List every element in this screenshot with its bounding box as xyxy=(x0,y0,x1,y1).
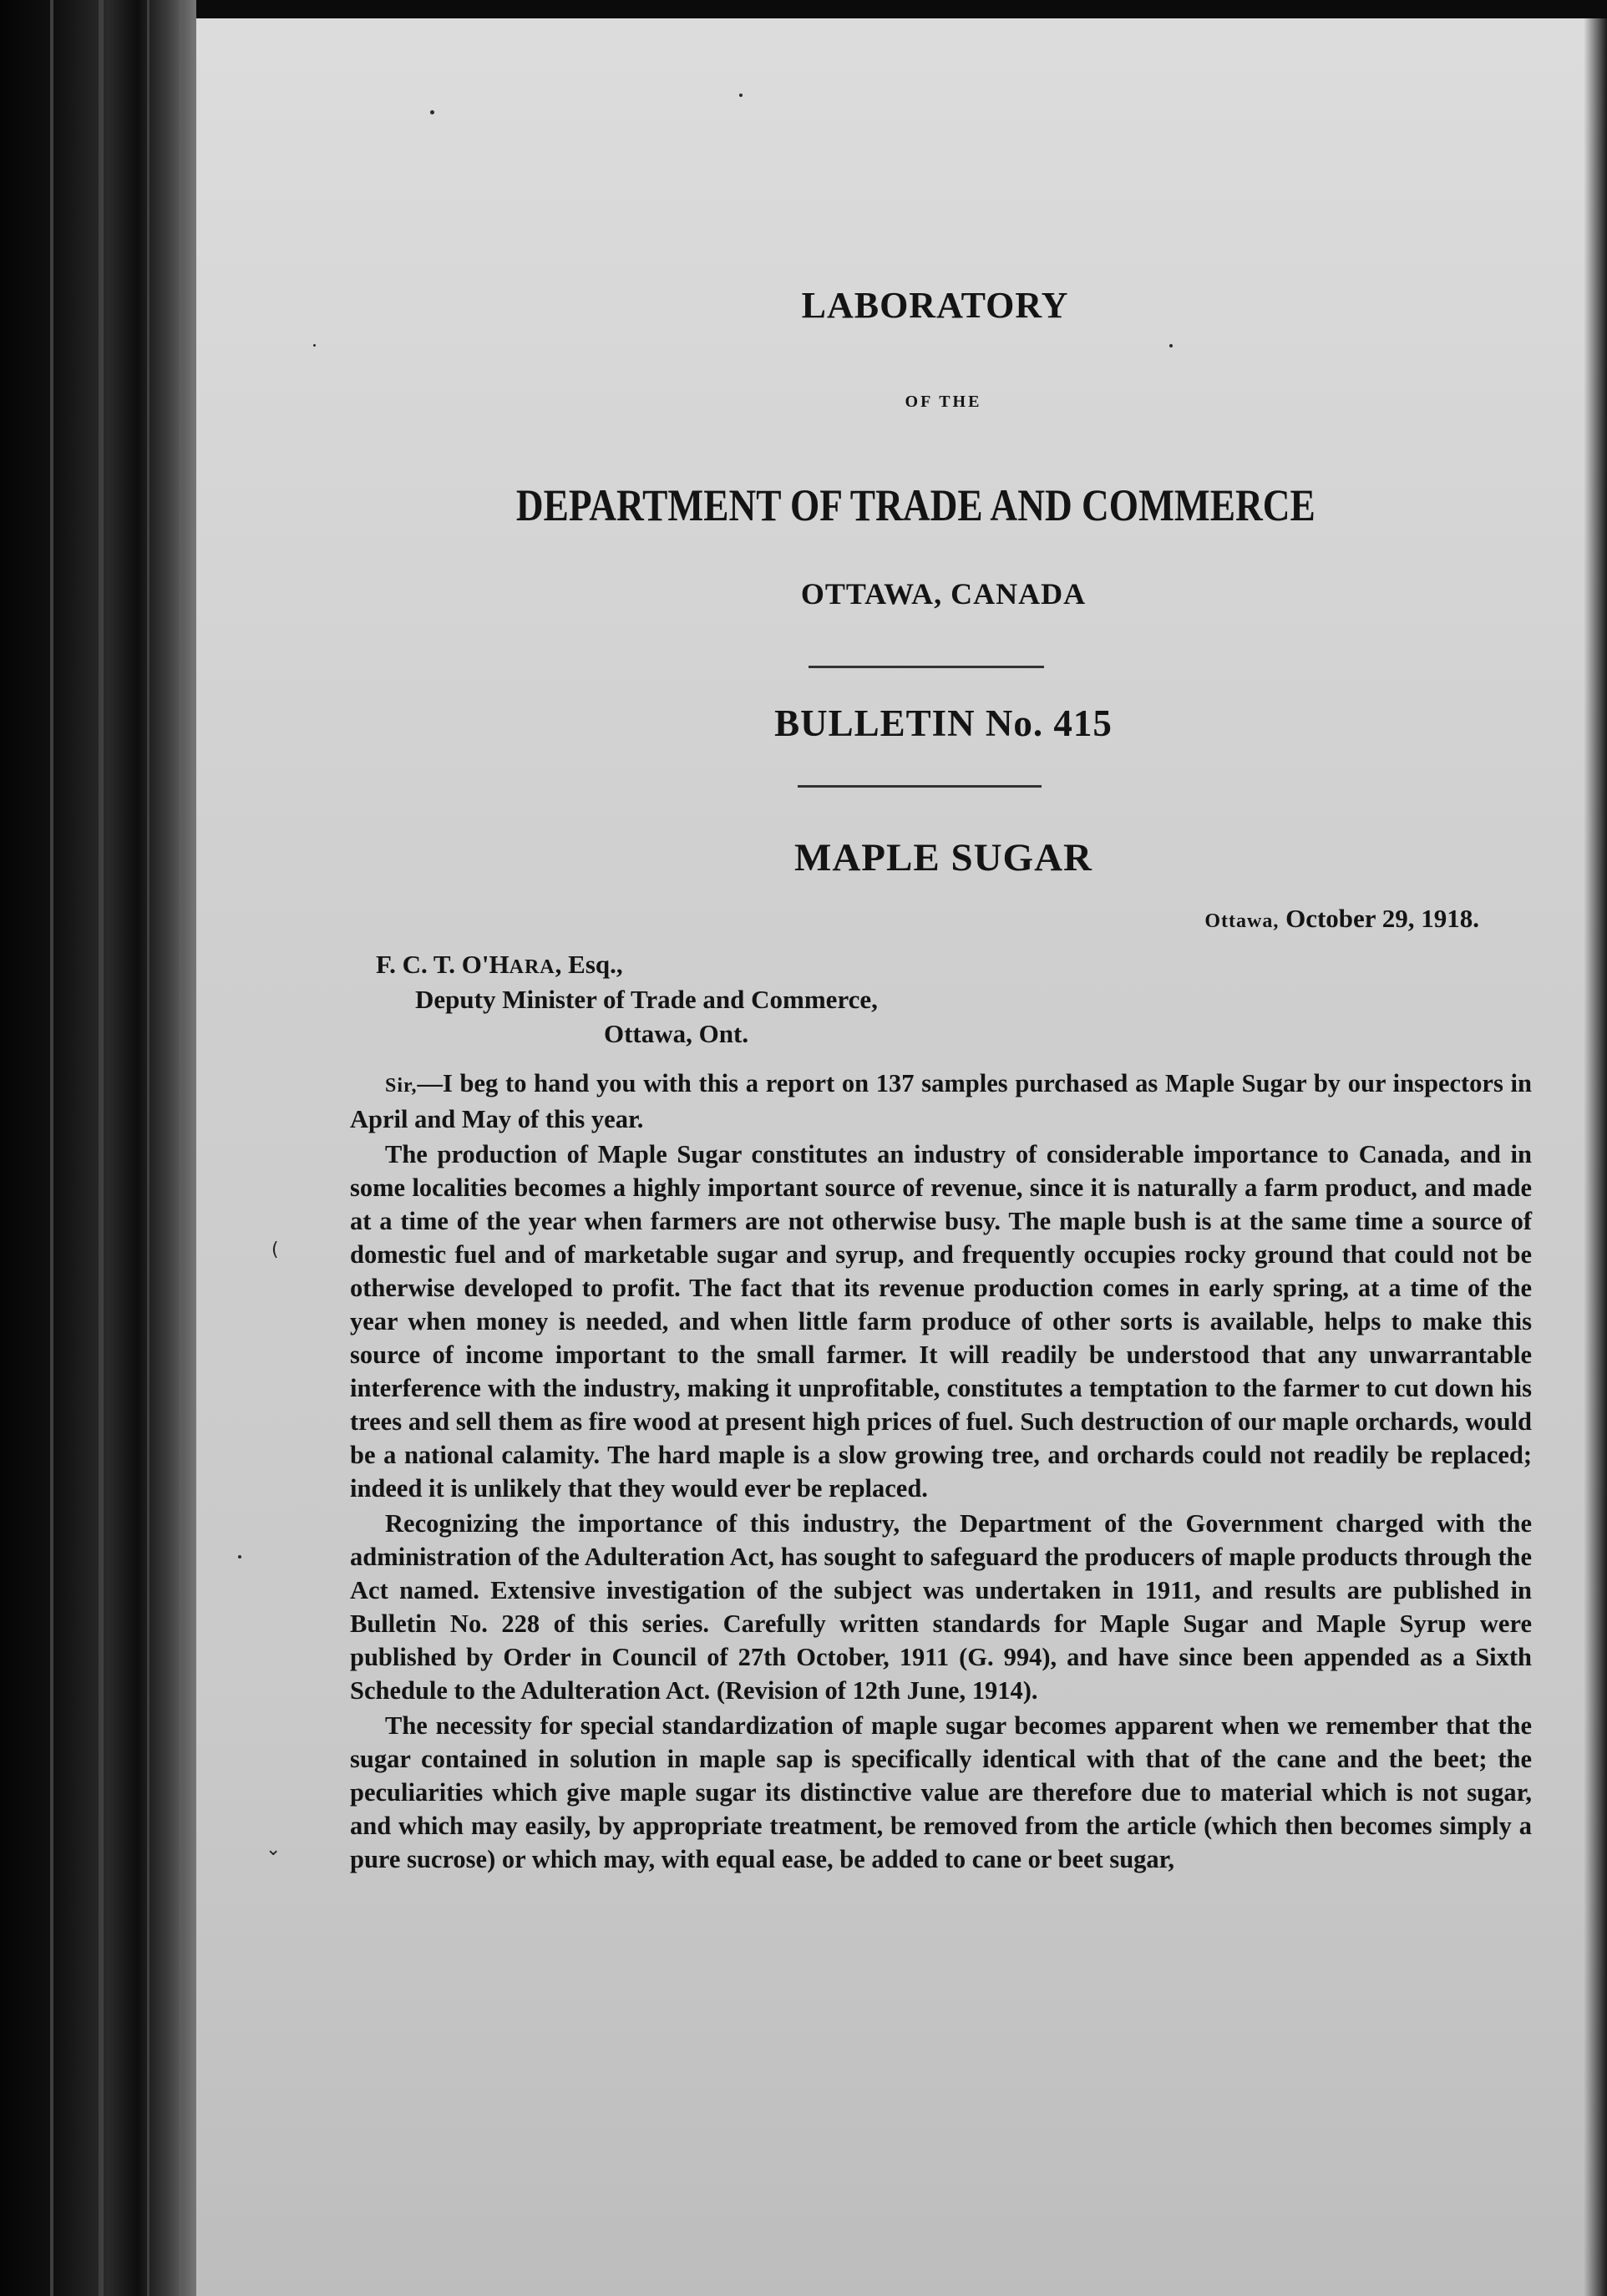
margin-mark: ( xyxy=(271,1239,279,1260)
divider-rule xyxy=(798,785,1042,788)
salutation: Sir, xyxy=(385,1075,418,1097)
paper-right-edge-shadow xyxy=(1584,18,1607,2296)
addressee-name xyxy=(376,950,623,980)
ink-speck xyxy=(313,344,316,347)
paragraph-2: The production of Maple Sugar constitutes an industry of considerable importance to Canada, and in some localities becomes a highly important source of revenue, since it is naturally a farm product, and made at a time of the year when farmers are not otherwise busy. The maple bush is at the same time a source of domestic fuel and of marketable sugar and syrup, and frequently occupies rocky ground that could not be otherwise developed to profit. The fact that its revenue production comes in early spring, at a time of the year when money is needed, and when little farm produce of other sorts is available, helps to make this source of income important to the small farmer. It will readily be understood that any unwarrantable interference with the industry, making it unprofitable, constitutes a temptation to the farmer to cut down his trees and sell them as fire wood at present high prices of fuel. Such destruction of our maple orchards, would be a national calamity. The hard maple is a slow growing tree, and orchards could not readily be replaced; indeed it is unlikely that they would ever be replaced. xyxy=(350,1140,1532,1503)
addressee-name-suffix: , Esq., xyxy=(555,950,623,979)
paragraph-1 xyxy=(350,1067,1532,1136)
binding-streak xyxy=(179,0,183,2296)
bulletin-number-heading: BULLETIN No. 415 xyxy=(774,702,1113,744)
city-heading: OTTAWA, CANADA xyxy=(800,577,1087,611)
of-the-heading: OF THE xyxy=(905,393,982,411)
addressee-name-prefix: F. C. T. O'H xyxy=(376,950,509,979)
dateline-place: Ottawa, xyxy=(1204,910,1280,932)
binding-streak xyxy=(50,0,53,2296)
paragraph-4: The necessity for special standardization of maple sugar becomes apparent when we remember that the sugar contained in solution in maple sap is specifically identical with that of the cane and the beet; the peculiarities which give maple sugar its distinctive value are therefore due to material which is not sugar, and which may easily, by appropriate treatment, be removed from the article (which then becomes simply a pure sucrose) or which may, with equal ease, be added to cane or beet sugar, xyxy=(350,1711,1532,1873)
margin-mark: ⌄ xyxy=(266,1839,281,1860)
dateline-date: October 29, 1918. xyxy=(1285,904,1479,933)
addressee-name-smallcaps: ARA xyxy=(509,956,555,978)
document-title: MAPLE SUGAR xyxy=(794,836,1092,879)
dateline xyxy=(1204,904,1479,934)
book-binding-shadow xyxy=(0,0,196,2296)
ink-speck xyxy=(739,94,743,97)
addressee-title: Deputy Minister of Trade and Commerce, xyxy=(415,985,878,1014)
ink-speck xyxy=(1169,344,1173,347)
ink-speck xyxy=(430,110,434,114)
paragraph-3: Recognizing the importance of this industry, the Department of the Government charged with the administration of the Adulteration Act, has sought to safeguard the producers of maple products through the Act named. Extensive investigation of the subject was undertaken in 1911, and results are published in Bulletin No. 228 of this series. Carefully written standards for Maple Sugar and Maple Syrup were published by Order in Council of 27th October, 1911 (G. 994), and have since been appended as a Sixth Schedule to the Adulteration Act. (Revision of 12th June, 1914). xyxy=(350,1509,1532,1705)
divider-rule xyxy=(809,666,1044,668)
binding-streak xyxy=(99,0,104,2296)
letter-body xyxy=(350,1067,1532,1876)
ink-speck xyxy=(238,1555,241,1559)
binding-streak xyxy=(147,0,150,2296)
paper-sheet xyxy=(196,18,1607,2296)
paragraph-1-text: —I beg to hand you with this a report on 137 samples purchased as Maple Sugar by our inspectors in April and May of this year. xyxy=(350,1069,1532,1133)
addressee-city: Ottawa, Ont. xyxy=(604,1019,749,1048)
department-heading: DEPARTMENT OF TRADE AND COMMERCE xyxy=(515,480,1316,530)
laboratory-heading: LABORATORY xyxy=(801,285,1069,326)
